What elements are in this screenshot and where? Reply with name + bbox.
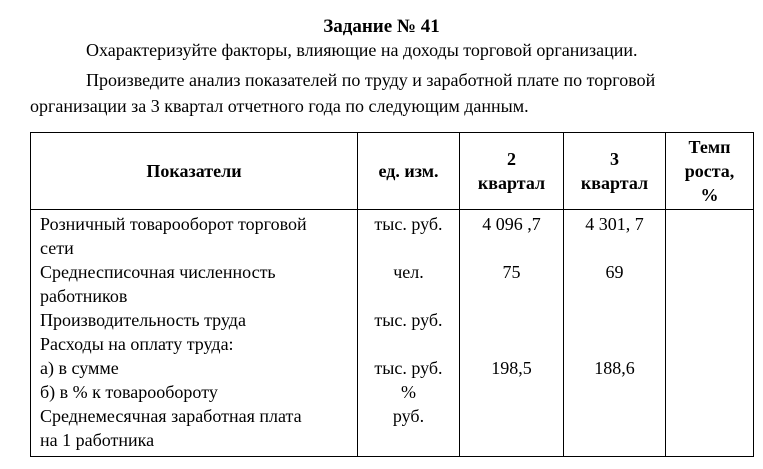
quarter-2-value [460,404,563,428]
unit-cell [358,332,459,356]
quarter-3-value [564,284,665,308]
header-quarter-3-word: квартал [580,173,649,193]
quarter-3-value [564,308,665,332]
quarter-3-column [564,210,666,457]
quarter-2-column [460,210,564,457]
quarter-3-value [564,428,665,452]
unit-cell: руб. [392,406,425,426]
indicator-line: на 1 работника [40,430,155,450]
quarter-3-value [564,380,665,404]
indicator-line: а) в сумме [40,358,119,378]
unit-cell [358,428,459,452]
unit-column [358,210,460,457]
header-growth-rate-line-1: Темп [688,137,731,157]
header-growth-rate-line-2: роста, [684,161,735,181]
indicator-line: Розничный товарооборот торговой [40,214,307,234]
indicator-line: б) в % к товарообороту [40,382,218,402]
unit-cell: тыс. руб. [374,310,443,330]
unit-cell: тыс. руб. [374,358,443,378]
header-quarter-2-word: квартал [477,173,546,193]
unit-cell: тыс. руб. [374,214,443,234]
quarter-3-value [564,236,665,260]
quarter-2-value: 198,5 [491,358,532,378]
task-paragraph-line-2: Произведите анализ показателей по труду и заработной плате по торговой [86,70,656,90]
header-quarter-2 [460,133,564,210]
task-paragraph-line-3: организации за 3 квартал отчетного года по следующим данным. [30,96,529,116]
growth-rate-column [666,210,754,457]
quarter-2-value [460,308,563,332]
header-quarter-3-number: 3 [610,149,619,169]
unit-cell [358,284,459,308]
quarter-2-value [460,284,563,308]
indicator-line: Производительность труда [40,310,246,330]
header-growth-rate [666,133,754,210]
task-paragraph-line-1: Охарактеризуйте факторы, влияющие на доходы торговой организации. [86,40,638,60]
quarter-3-value: 4 301, 7 [585,214,644,234]
quarter-3-value: 69 [605,262,624,282]
quarter-2-value [460,380,563,404]
quarter-3-value: 188,6 [594,358,635,378]
quarter-2-value [460,236,563,260]
unit-cell [358,236,459,260]
indicators-table [30,132,754,457]
quarter-3-value [564,404,665,428]
table-body-row [31,210,754,457]
indicator-line: сети [40,238,74,258]
unit-cell: чел. [393,262,424,282]
quarter-2-value: 75 [502,262,521,282]
indicator-line: Расходы на оплату труда: [40,334,234,354]
indicators-column [31,210,358,457]
quarter-2-value [460,332,563,356]
indicator-line: работников [40,286,128,306]
header-growth-rate-line-3: % [700,185,719,205]
header-unit: ед. изм. [358,133,460,210]
indicator-line: Среднемесячная заработная плата [40,406,302,426]
quarter-2-value: 4 096 ,7 [482,214,541,234]
indicator-line: Среднесписочная численность [40,262,276,282]
header-quarter-3 [564,133,666,210]
quarter-2-value [460,428,563,452]
unit-cell: % [401,382,416,402]
table-header-row [31,133,754,210]
task-title: Задание № 41 [323,16,440,37]
quarter-3-value [564,332,665,356]
header-quarter-2-number: 2 [507,149,516,169]
header-indicators: Показатели [31,133,358,210]
